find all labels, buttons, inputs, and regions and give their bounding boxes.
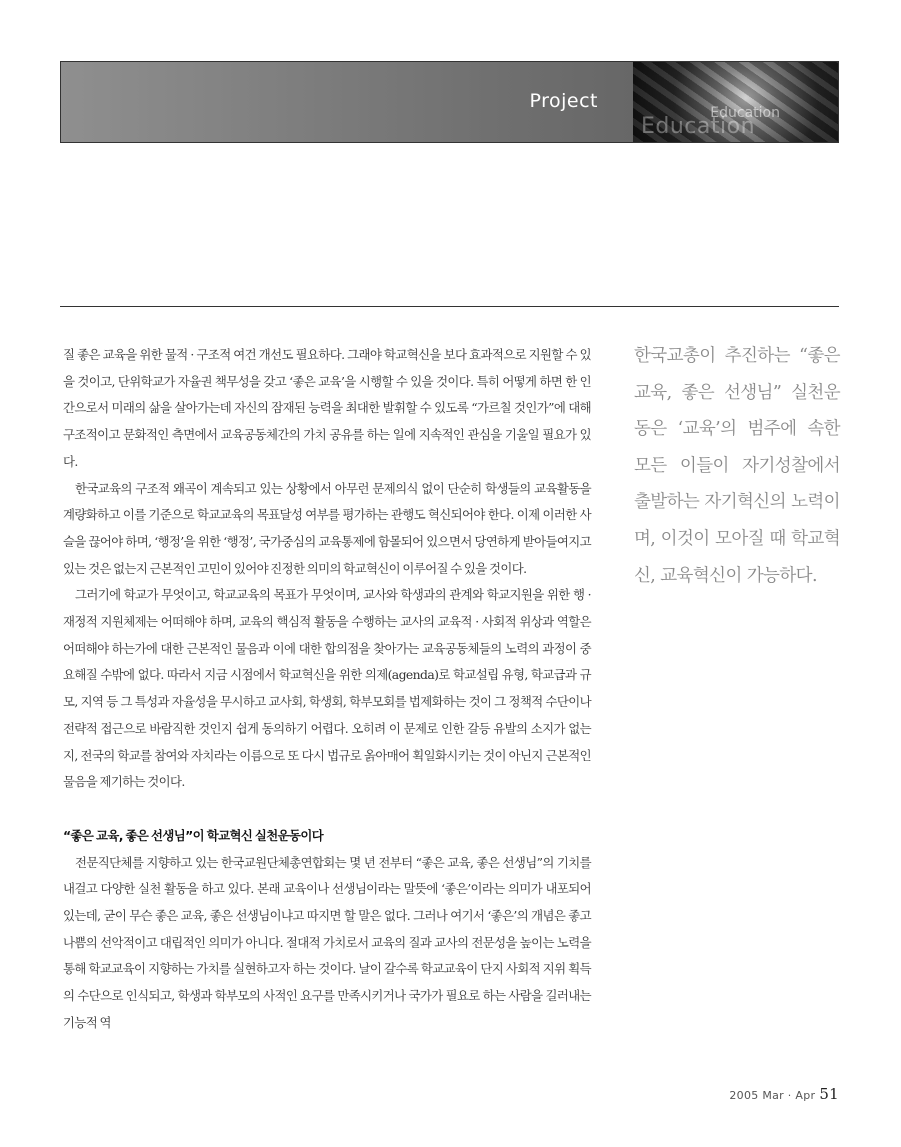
body-paragraph: 그러기에 학교가 무엇이고, 학교교육의 목표가 무엇이며, 교사와 학생과의 관계와 학교지원을 위한 행 · 재정적 지원체제는 어떠해야 하며, 교육의 핵심적 활동을 수행하는 교사의 교육적 · 사회적 위상과 역할은 어떠해야 하는가에 대한 근본적인 물음과 이에 대한 합의점을 찾아가는 교육공동체들의 노력의 과정이 중요해질 수밖에 없다. 따라서 지금 시점에서 학교혁신을 위한 의제(agenda)로 학교설립 유형, 학교급과 규모, 지역 등 그 특성과 자율성을 무시하고 교사회, 학생회, 학부모회를 법제화하는 것이 그 정책적 수단이나 전략적 접근으로 바람직한 것인지 쉽게 동의하기 어렵다. 오히려 이 문제로 인한 갈등 유발의 소지가 없는지, 전국의 학교를 참여와 자치라는 이름으로 또 다시 법규로 옭아매어 획일화시키는 것이 아닌지 근본적인 물음을 제기하는 것이다.: [63, 587, 591, 790]
photo-word: Education: [641, 114, 756, 139]
body-paragraph: 전문직단체를 지향하고 있는 한국교원단체총연합회는 몇 년 전부터 “좋은 교육, 좋은 선생님”의 기치를 내걸고 다양한 실천 활동을 하고 있다. 본래 교육이나 선생님이라는 말뜻에 ‘좋은’이라는 의미가 내포되어 있는데, 굳이 무슨 좋은 교육, 좋은 선생님이냐고 따지면 할 말은 없다. 그러나 여기서 ‘좋은’의 개념은 좋고 나쁨의 선악적이고 대립적인 의미가 아니다. 절대적 가치로서 교육의 질과 교사의 전문성을 높이는 노력을 통해 학교교육이 지향하는 가치를 실현하고자 하는 것이다. 날이 갈수록 학교교육이 단지 사회적 지위 획득의 수단으로 인식되고, 학생과 학부모의 사적인 요구를 만족시키거나 국가가 필요로 하는 사람을 길러내는 기능적 역: [63, 854, 591, 1030]
section-label: Project: [529, 90, 598, 112]
photo-word: Education: [710, 105, 780, 121]
header-photo: [633, 62, 838, 142]
divider-line: [60, 306, 839, 307]
body-paragraph: 질 좋은 교육을 위한 물적 · 구조적 여건 개선도 필요하다. 그래야 학교혁신을 보다 효과적으로 지원할 수 있을 것이고, 단위학교가 자율권 책무성을 갖고 ‘좋은 교육’을 시행할 수 있을 것이다. 특히 어떻게 하면 한 인간으로서 미래의 삶을 살아가는데 자신의 잠재된 능력을 최대한 발휘할 수 있도록 “가르칠 것인가”에 대해 구조적이고 문화적인 측면에서 교육공동체간의 가치 공유를 하는 일에 지속적인 관심을 기울일 필요가 있다.: [63, 347, 591, 469]
issue-date: 2005 Mar · Apr: [729, 1089, 816, 1102]
article-body: [63, 342, 591, 1037]
section-heading: “좋은 교육, 좋은 선생님”이 학교혁신 실천운동이다: [63, 827, 324, 843]
page-footer: [729, 1085, 839, 1103]
pull-quote: 한국교총이 추진하는 “좋은 교육, 좋은 선생님” 실천운동은 ‘교육’의 범주에 속한 모든 이들이 자기성찰에서 출발하는 자기혁신의 노력이며, 이것이 모아질 때 학교혁신, 교육혁신이 가능하다.: [634, 346, 840, 586]
header-banner: [60, 61, 839, 143]
body-paragraph: 한국교육의 구조적 왜곡이 계속되고 있는 상황에서 아무런 문제의식 없이 단순히 학생들의 교육활동을 계량화하고 이를 기준으로 학교교육의 목표달성 여부를 평가하는 관행도 혁신되어야 한다. 이제 이러한 사슬을 끊어야 하며, ‘행정’을 위한 ‘행정’, 국가중심의 교육통제에 함몰되어 있으면서 당연하게 받아들여지고 있는 것은 없는지 근본적인 고민이 있어야 진정한 의미의 학교혁신이 이루어질 수 있을 것이다.: [63, 480, 591, 576]
page-number: 51: [819, 1085, 839, 1103]
